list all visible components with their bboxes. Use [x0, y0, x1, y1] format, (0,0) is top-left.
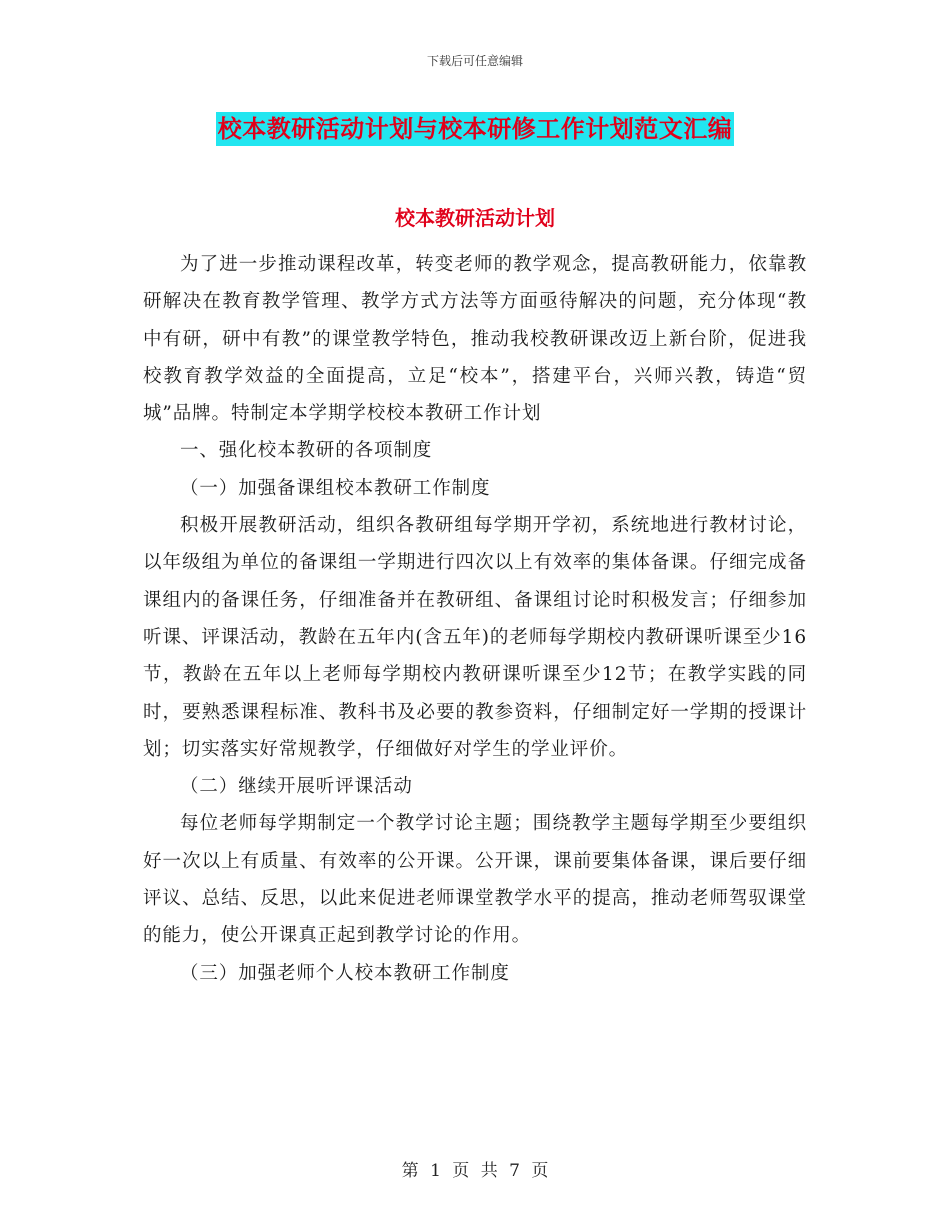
- page-header-note: 下载后可任意编辑: [426, 54, 523, 68]
- paragraph-lesson-prep: 积极开展教研活动，组织各教研组每学期开学初，系统地进行教材讨论，以年级组为单位的备课组一学期进行四次以上有效率的集体备课。仔细完成备课组内的备课任务，仔细准备并在教研组、备课组讨论时积极发言；仔细参加听课、评课活动，教龄在五年内(含五年)的老师每学期校内教研课听课至少16节，教龄在五年以上老师每学期校内教研课听课至少12节；在教学实践的同时，要熟悉课程标准、教科书及必要的教参资料，仔细制定好一学期的授课计划；切实落实好常规教学，仔细做好对学生的学业评价。: [143, 515, 807, 760]
- paragraph-intro: 为了进一步推动课程改革，转变老师的教学观念，提高教研能力，依靠教研解决在教育教学管理、教学方式方法等方面亟待解决的问题，充分体现“教中有研，研中有教”的课堂教学特色，推动我校教研课改迈上新台阶，促进我校教育教学效益的全面提高，立足“校本”，搭建平台，兴师兴教，铸造“贸城”品牌。特制定本学期学校校本教研工作计划: [143, 254, 807, 425]
- subheading-3: （三）加强老师个人校本教研工作制度: [180, 962, 510, 984]
- heading-level-1: 一、强化校本教研的各项制度: [180, 440, 433, 462]
- document-title-container: [0, 112, 950, 146]
- section-title: 校本教研活动计划: [395, 206, 555, 230]
- document-body: [143, 246, 807, 992]
- subheading-1: （一）加强备课组校本教研工作制度: [180, 477, 491, 499]
- document-title: 校本教研活动计划与校本研修工作计划范文汇编: [216, 112, 735, 146]
- paragraph-open-class: 每位老师每学期制定一个教学讨论主题；围绕教学主题每学期至少要组织好一次以上有质量、有效率的公开课。公开课，课前要集体备课，课后要仔细评议、总结、反思，以此来促进老师课堂教学水平的提高，推动老师驾驭课堂的能力，使公开课真正起到教学讨论的作用。: [143, 813, 807, 947]
- subheading-2: （二）继续开展听评课活动: [180, 776, 413, 798]
- page-number-footer: 第 1 页 共 7 页: [401, 1161, 549, 1181]
